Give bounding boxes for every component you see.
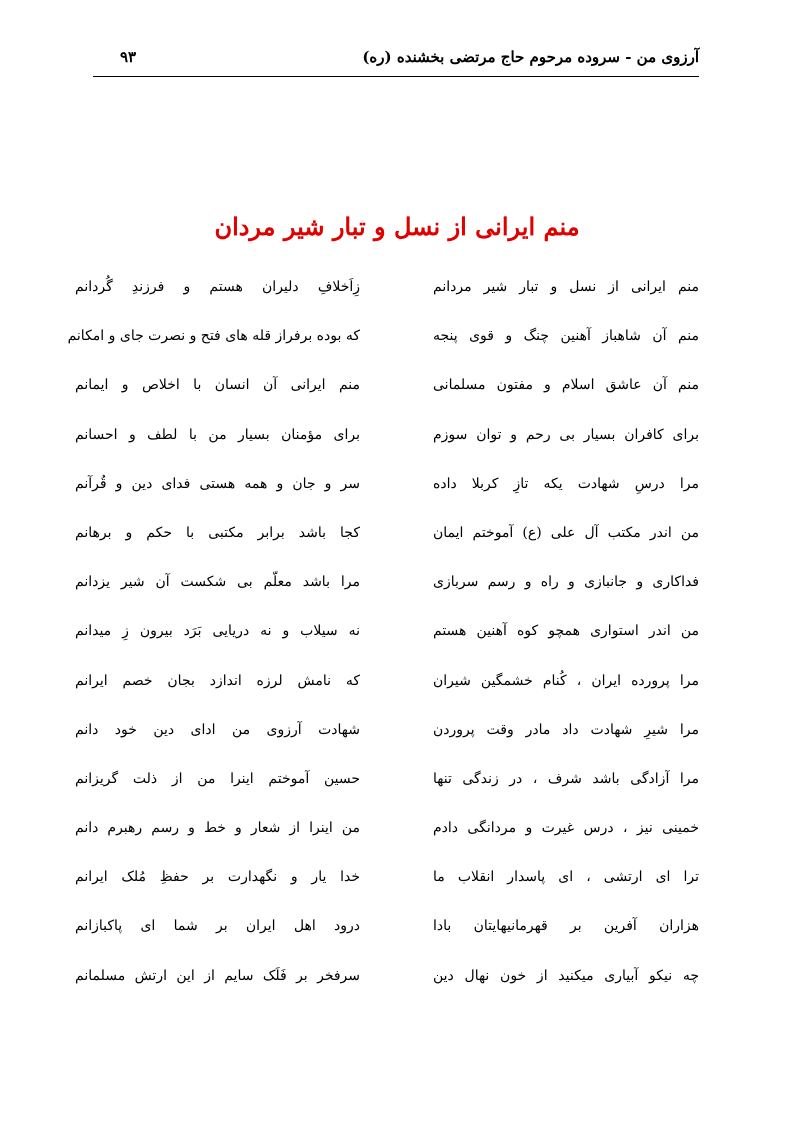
verse-row <box>75 279 699 328</box>
verse-row <box>75 771 699 820</box>
verse-second-hemistich: کجا باشد برابر مکتبی با حکم و برهانم <box>75 524 360 541</box>
verse-second-hemistich: حسین آموختم اینرا من از ذلت گریزانم <box>75 770 360 787</box>
verse-first-hemistich: مرا درسِ شهادت یکه تازِ کربلا داده <box>433 475 699 492</box>
verse-first-hemistich: منم ایرانی از نسل و تبار شیر مردانم <box>433 279 699 295</box>
poem-title: منم ایرانی از نسل و تبار شیر مردان <box>214 212 580 241</box>
verse-row <box>75 623 699 672</box>
verse-first-hemistich: هزاران آفرین بر قهرمانیهایتان بادا <box>433 918 699 935</box>
verse-row <box>75 722 699 771</box>
verse-row <box>75 968 699 1017</box>
verse-second-hemistich: زِاَخلافِ دلیران هستم و فرزندِ گُردانم <box>75 279 360 295</box>
verse-second-hemistich: که بوده برفراز قله های فتح و نصرت جای و امکانم <box>67 328 360 345</box>
verse-second-hemistich: منم ایرانی آن انسان با اخلاص و ایمانم <box>75 377 360 394</box>
verse-first-hemistich: منم آن عاشق اسلام و مفتون مسلمانی <box>433 377 699 394</box>
verse-row <box>75 820 699 869</box>
verse-second-hemistich: برای مؤمنان بسیار من با لطف و احسانم <box>75 426 360 443</box>
verse-row <box>75 574 699 623</box>
page-number: ۹۳ <box>120 48 137 66</box>
verse-row <box>75 918 699 967</box>
verse-first-hemistich: من اندر استواری همچو کوه آهنین هستم <box>433 623 699 640</box>
verse-first-hemistich: مرا شیرِ شهادت داد مادر وقت پروردن <box>433 721 699 738</box>
verse-second-hemistich: درود اهل ایران بر شما ای پاکبازانم <box>75 918 360 935</box>
verse-row <box>75 673 699 722</box>
verse-second-hemistich: نه سیلاب و نه دریایی بَرَد بیرون زِ میدانم <box>75 623 360 640</box>
verse-first-hemistich: خمینی نیز ، درس غیرت و مردانگی دادم <box>433 820 699 837</box>
header-title: آرزوی من - سروده مرحوم حاج مرتضی بخشنده (ره) <box>362 48 699 66</box>
verse-first-hemistich: من اندر مکتب آل علی (ع) آموختم ایمان <box>433 524 699 541</box>
verse-row <box>75 427 699 476</box>
verse-first-hemistich: ترا ای ارتشی ، ای پاسدار انقلاب ما <box>433 869 699 886</box>
verse-first-hemistich: منم آن شاهباز آهنین چنگ و قوی پنجه <box>433 328 699 345</box>
verse-row <box>75 525 699 574</box>
poem-verses <box>67 279 699 1017</box>
verse-first-hemistich: چه نیکو آبیاری میکنید از خون نهال دین <box>433 967 699 984</box>
verse-first-hemistich: مرا آزادگی باشد شرف ، در زندگی تنها <box>433 770 699 787</box>
running-header <box>93 46 699 77</box>
verse-second-hemistich: خدا یار و نگهدارت بر حفظِ مُلک ایرانم <box>75 869 360 886</box>
verse-second-hemistich: من اینرا از شعار و خط و رسم رهبرم دانم <box>75 820 360 837</box>
verse-first-hemistich: فداکاری و جانبازی و راه و رسم سربازی <box>433 574 699 591</box>
verse-row <box>75 476 699 525</box>
verse-row <box>75 377 699 426</box>
verse-second-hemistich: سرفخر بر فَلَک سایم از این ارتش مسلمانم <box>75 967 360 984</box>
verse-second-hemistich: شهادت آرزوی من ادای دین خود دانم <box>75 721 360 738</box>
verse-row <box>67 328 699 377</box>
verse-second-hemistich: که نامش لرزه اندازد بجان خصم ایرانم <box>75 672 360 689</box>
verse-row <box>75 869 699 918</box>
verse-first-hemistich: مرا پرورده ایران ، کُنام خشمگین شیران <box>433 672 699 689</box>
verse-second-hemistich: مرا باشد معلّم بی شکست آن شیر یزدانم <box>75 574 360 591</box>
verse-first-hemistich: برای کافران بسیار بی رحم و توان سوزم <box>433 426 699 443</box>
verse-second-hemistich: سر و جان و همه هستی فدای دین و قُرآنم <box>75 475 360 492</box>
